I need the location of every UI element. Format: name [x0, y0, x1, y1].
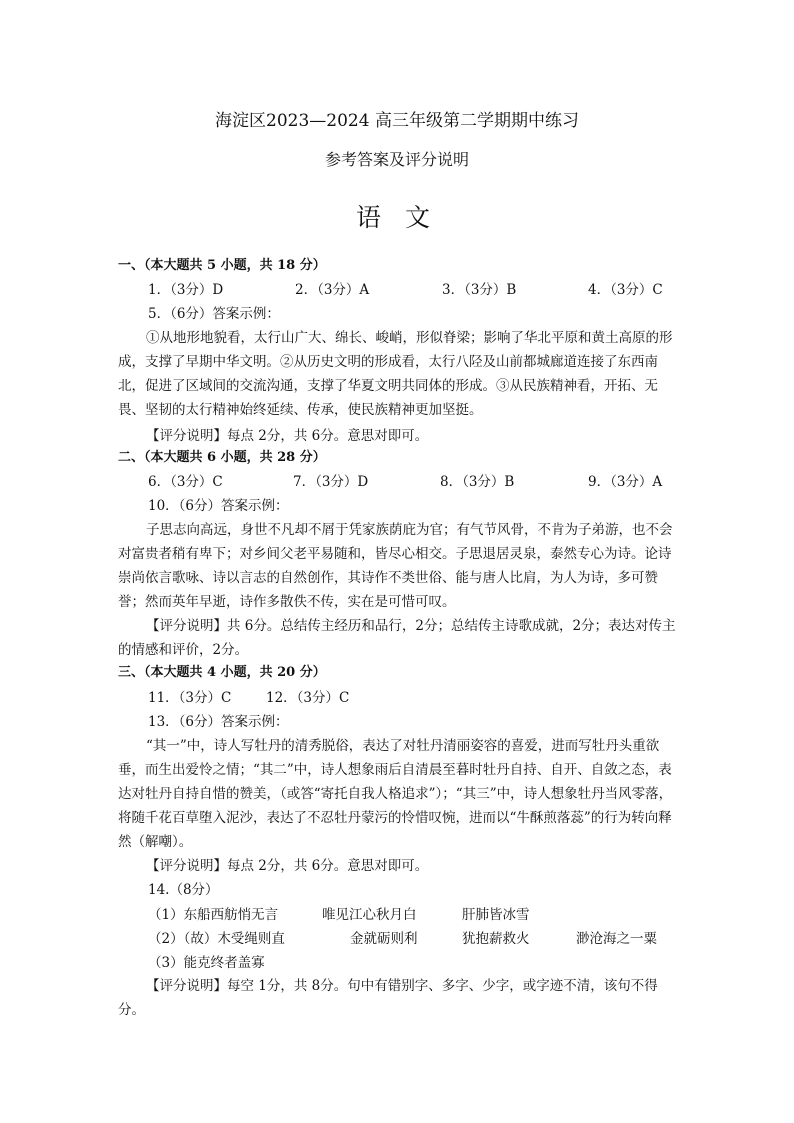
question-5-label: 5．（6分）答案示例： [148, 306, 280, 322]
answer-6: 6．（3分）C [148, 474, 223, 490]
answer-11: 11．（3分）C [148, 690, 232, 706]
subject-title: 语 文 [356, 203, 438, 232]
answer-1: 1．（3分）D [148, 282, 224, 298]
q14-blank-2b: 金就砺则利 [350, 931, 418, 947]
answer-3: 3．（3分）B [442, 282, 517, 298]
document-subtitle: 参考答案及评分说明 [324, 150, 469, 169]
question-14-label: 14.（8分） [148, 882, 219, 898]
section-3-heading: 三、（本大题共 4 小题，共 20 分） [118, 665, 326, 680]
document-title: 海淀区2023—2024 高三年级第二学期期中练习 [215, 111, 579, 131]
q14-blank-2d: 渺沧海之一粟 [576, 931, 657, 947]
question-13-label: 13．（6分）答案示例： [148, 714, 289, 730]
question-5-grading: 【评分说明】每点 2分，共 6分。意思对即可。 [146, 428, 429, 444]
answer-7: 7．（3分）D [293, 474, 369, 490]
q14-blank-3a: （3）能克终者盖寡 [148, 955, 265, 971]
answer-12: 12．（3分）C [266, 690, 350, 706]
q14-blank-1a: （1）东船西舫悄无言 [148, 907, 279, 923]
section-1-heading: 一、（本大题共 5 小题，共 18 分） [118, 258, 326, 273]
answer-9: 9．（3分）A [588, 474, 663, 490]
question-5-answer: ①从地形地貌看，太行山广大、绵长、峻峭，形似脊梁；影响了华北平原和黄土高原的形成，支撑了早期中华文明。②从历史文明的形成看，太行八陉及山前都城廊道连接了东西南北，促进了区域间的交流沟通，支撑了华夏文明共同体的形成。③从民族精神看，开拓、无畏、坚韧的太行精神始终延续、传承，使民族精神更加坚挺。 [118, 330, 673, 418]
section-2-heading: 二、（本大题共 6 小题，共 28 分） [118, 450, 326, 465]
answer-2: 2．（3分）A [295, 282, 370, 298]
question-10-grading: 【评分说明】共 6分。总结传主经历和品行，2分；总结传主诗歌成就，2分；表达对传主的情感和评价，2分。 [118, 618, 676, 658]
question-10-answer: 子思志向高远，身世不凡却不屑于凭家族荫庇为官；有气节风骨，不肯为子弟游，也不会对富贵者稍有卑下；对乡间父老平易随和，皆尽心相交。子思退居灵泉，泰然专心为诗。论诗崇尚依言歌咏、诗以言志的自然创作，其诗作不类世俗、能与唐人比肩，为人为诗，多可赞誉；然而英年早逝，诗作多散佚不传，实在是可惜可叹。 [118, 522, 673, 610]
question-10-label: 10．（6分）答案示例： [148, 498, 289, 514]
q14-blank-2a: （2）（故）木受绳则直 [148, 931, 285, 947]
answer-8: 8．（3分）B [440, 474, 515, 490]
q14-blank-2c: 犹抱薪救火 [462, 931, 530, 947]
question-14-grading: 【评分说明】每空 1分，共 8分。句中有错别字、多字、少字，或字迹不清，该句不得分。 [118, 978, 658, 1018]
question-13-answer: “其一”中，诗人写牡丹的清秀脱俗，表达了对牡丹清丽姿容的喜爱，进而写牡丹头重欲垂，而生出爱怜之情；“其二”中，诗人想象雨后自清晨至暮时牡丹自持、自开、自敛之态，表达对牡丹自持自惜的赞美，（或答“寄托自我人格追求”）；“其三”中，诗人想象牡丹当风零落，将随千花百草堕入泥沙，表达了不忍牡丹蒙污的怜惜叹惋，进而以“牛酥煎落蕊”的行为转向释然（解嘲）。 [118, 738, 673, 850]
answer-4: 4．（3分）C [588, 282, 663, 298]
question-13-grading: 【评分说明】每点 2分，共 6分。意思对即可。 [146, 858, 429, 874]
q14-blank-1c: 肝肺皆冰雪 [462, 907, 530, 923]
q14-blank-1b: 唯见江心秋月白 [322, 907, 417, 923]
